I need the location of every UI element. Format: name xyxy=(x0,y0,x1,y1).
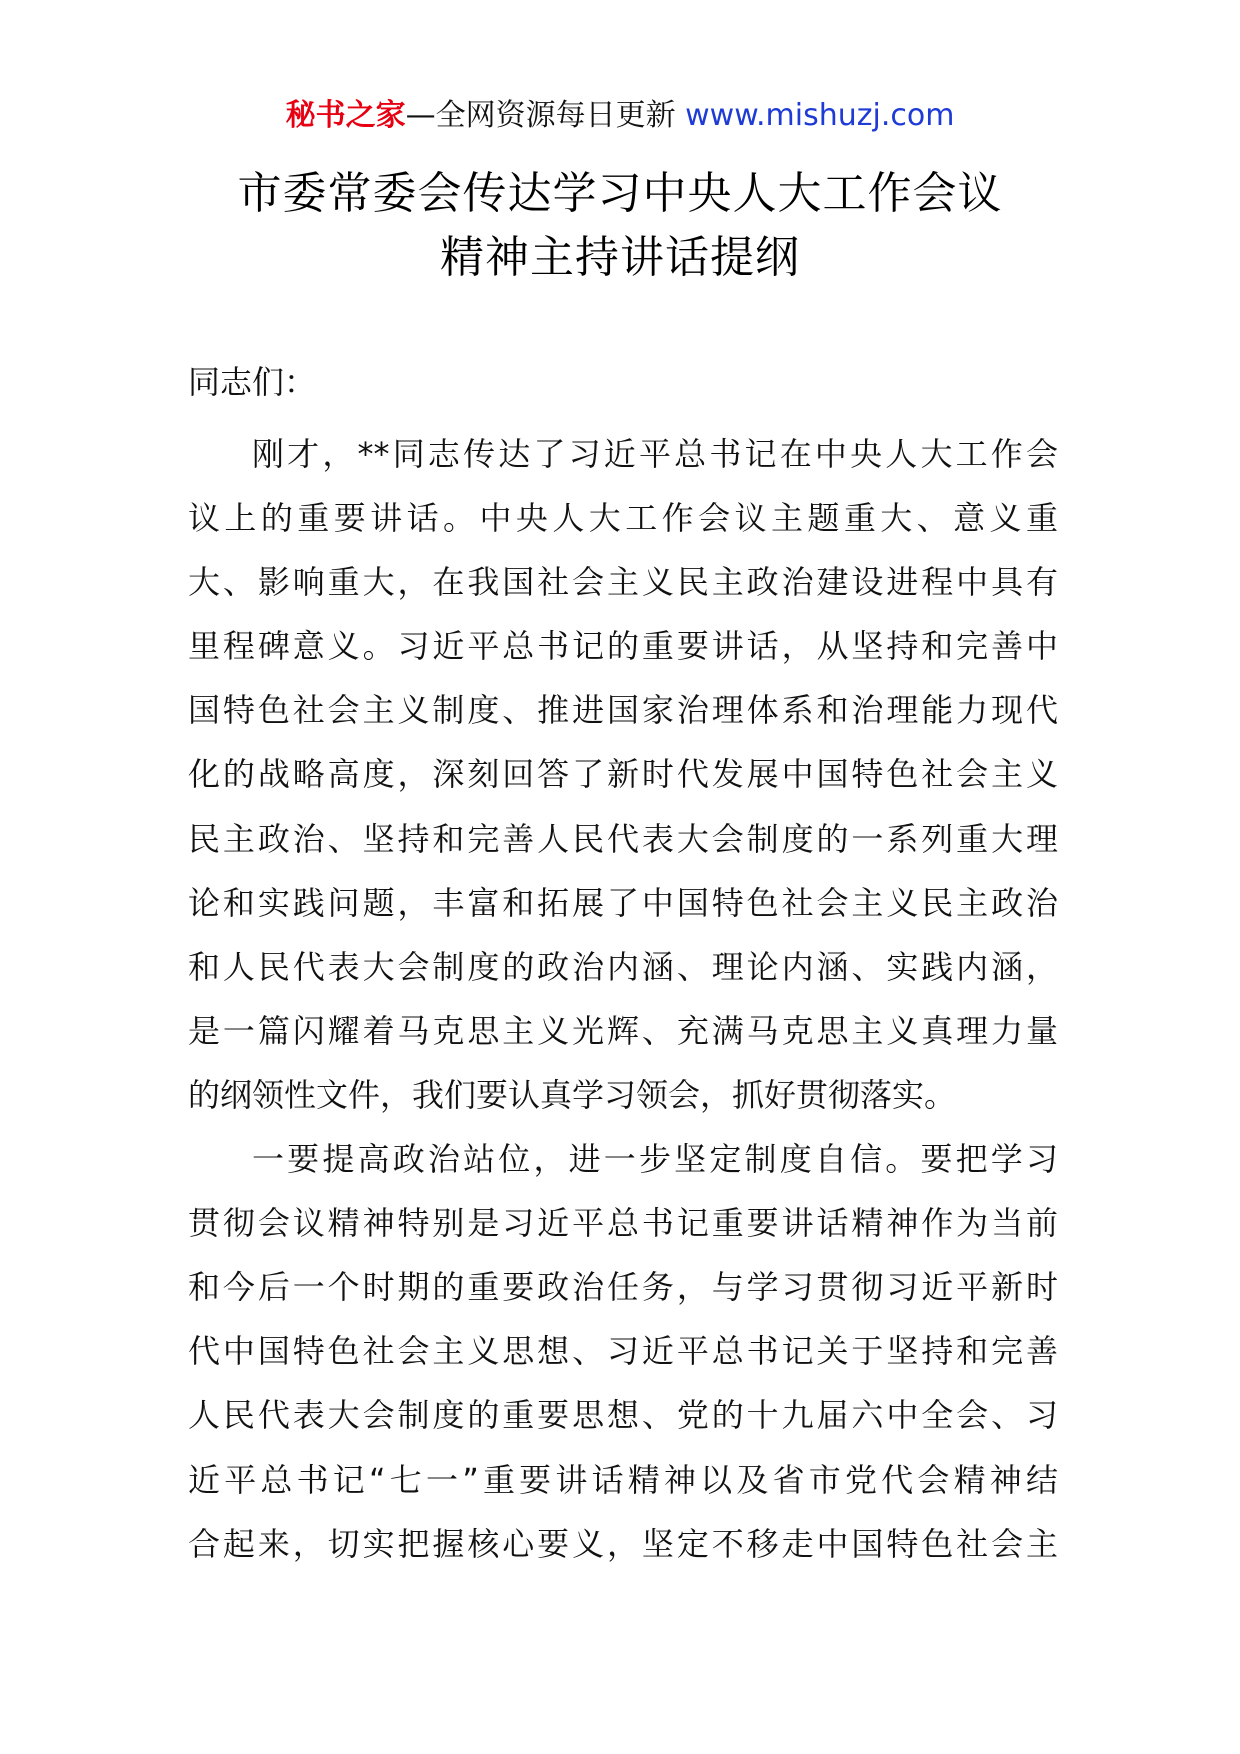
body-line: 一要提高政治站位，进一步坚定制度自信。要把学习 xyxy=(252,1140,1058,1179)
body-line: 大、影响重大，在我国社会主义民主政治建设进程中具有 xyxy=(188,563,1058,602)
body-line: 刚才，**同志传达了习近平总书记在中央人大工作会 xyxy=(252,435,1058,473)
body-line: 里程碑意义。习近平总书记的重要讲话，从坚持和完善中 xyxy=(188,627,1058,666)
body-line: 和人民代表大会制度的政治内涵、理论内涵、实践内涵， xyxy=(188,947,1058,986)
body-line: 代中国特色社会主义思想、习近平总书记关于坚持和完善 xyxy=(188,1332,1058,1371)
body-line: 贯彻会议精神特别是习近平总书记重要讲话精神作为当前 xyxy=(188,1204,1058,1243)
body-line: 国特色社会主义制度、推进国家治理体系和治理能力现代 xyxy=(188,691,1058,730)
body-line: 化的战略高度，深刻回答了新时代发展中国特色社会主义 xyxy=(188,755,1058,794)
body-line: 论和实践问题，丰富和拓展了中国特色社会主义民主政治 xyxy=(188,883,1058,922)
body-line: 和今后一个时期的重要政治任务，与学习贯彻习近平新时 xyxy=(188,1268,1058,1307)
site-brand: 秘书之家 xyxy=(285,98,406,133)
body-line: 合起来，切实把握核心要义，坚定不移走中国特色社会主 xyxy=(188,1524,1058,1563)
site-banner xyxy=(0,96,1240,136)
body-line: 的纲领性文件，我们要认真学习领会，抓好贯彻落实。 xyxy=(188,1075,957,1114)
document-title-line-1: 市委常委会传达学习中央人大工作会议 xyxy=(237,168,1003,219)
document-body xyxy=(188,422,1058,1576)
body-line: 议上的重要讲话。中央人大工作会议主题重大、意义重 xyxy=(188,499,1058,538)
site-url[interactable]: www.mishuzj.com xyxy=(685,98,955,133)
body-line: 近平总书记“七一”重要讲话精神以及省市党代会精神结 xyxy=(188,1460,1058,1499)
body-line: 人民代表大会制度的重要思想、党的十九届六中全会、习 xyxy=(188,1396,1058,1435)
site-tagline: —全网资源每日更新 xyxy=(405,98,686,133)
salutation: 同志们： xyxy=(188,363,317,401)
body-line: 是一篇闪耀着马克思主义光辉、充满马克思主义真理力量 xyxy=(188,1011,1058,1050)
document-title-line-2: 精神主持讲话提纲 xyxy=(440,232,800,283)
body-line: 民主政治、坚持和完善人民代表大会制度的一系列重大理 xyxy=(188,819,1058,858)
